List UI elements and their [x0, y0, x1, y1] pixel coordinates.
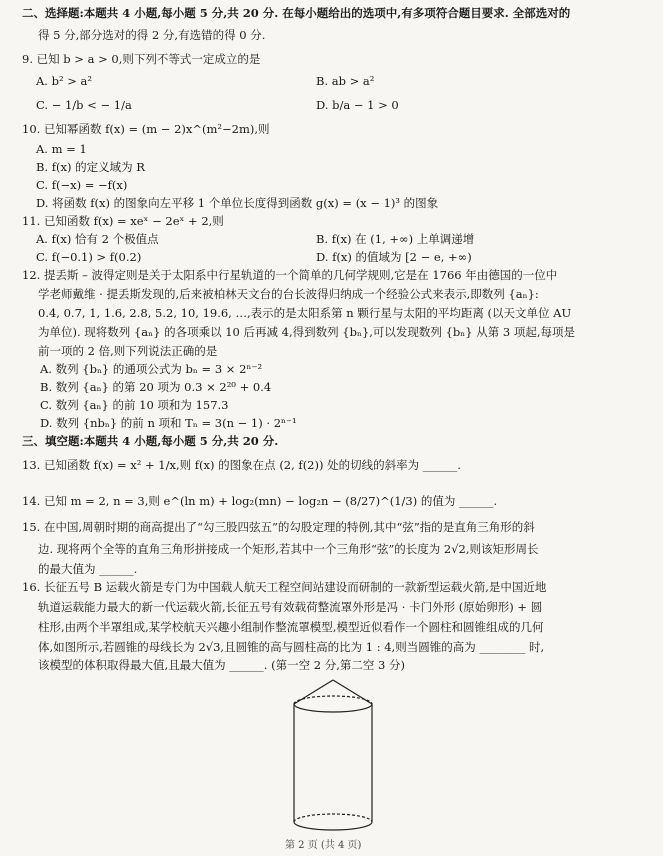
q12-line3: 0.4, 0.7, 1, 1.6, 2.8, 5.2, 10, 19.6, …,表示的是太阳系第 n 颗行星与太阳的平均距离 (以天文单位 AU [38, 306, 572, 320]
q9-option-a: A. b² > a² [36, 74, 93, 88]
q12-line5: 前一项的 2 倍,则下列说法正确的是 [38, 344, 218, 358]
q10-option-c: C. f(−x) = −f(x) [36, 178, 128, 192]
q9-option-b: B. ab > a² [316, 74, 375, 88]
q10-stem: 10. 已知幂函数 f(x) = (m − 2)x^(m²−2m),则 [22, 122, 270, 136]
q14-text: 14. 已知 m = 2, n = 3,则 e^(ln m) + log₂(mn) − log₂n − (8/27)^(1/3) 的值为 ______. [22, 494, 498, 508]
q11-option-b: B. f(x) 在 (1, +∞) 上单调递增 [316, 232, 475, 246]
q15-line3: 的最大值为 ______. [38, 562, 138, 576]
q16-line1: 16. 长征五号 B 运载火箭是专门为中国载人航天工程空间站建设而研制的一款新型运载火箭,是中国近地 [22, 580, 547, 594]
cone-cylinder-figure [288, 676, 378, 836]
q12-line1: 12. 提丢斯 – 波得定则是关于太阳系中行星轨道的一个简单的几何学规则,它是在 1766 年由德国的一位中 [22, 268, 558, 282]
q11-option-c: C. f(−0.1) > f(0.2) [36, 250, 142, 264]
q15-line1: 15. 在中国,周朝时期的商高提出了“勾三股四弦五”的勾股定理的特例,其中“弦”指的是直角三角形的斜 [22, 520, 535, 534]
q10-option-a: A. m = 1 [36, 142, 87, 156]
q9-option-c: C. − 1/b < − 1/a [36, 98, 132, 112]
section2-line1: 二、选择题:本题共 4 小题,每小题 5 分,共 20 分. 在每小题给出的选项中,有多项符合题目要求. 全部选对的 [22, 6, 571, 20]
q10-option-b: B. f(x) 的定义域为 R [36, 160, 145, 174]
section2-line2: 得 5 分,部分选对的得 2 分,有选错的得 0 分. [38, 28, 266, 42]
q11-option-a: A. f(x) 恰有 2 个极值点 [36, 232, 159, 246]
q12-option-d: D. 数列 {nbₙ} 的前 n 项和 Tₙ = 3(n − 1) · 2ⁿ⁻¹ [40, 416, 297, 430]
q9-stem: 9. 已知 b > a > 0,则下列不等式一定成立的是 [22, 52, 261, 66]
q16-line3: 柱形,由两个半罩组成,某学校航天兴趣小组制作整流罩模型,模型近似看作一个圆柱和圆锥组成的几何 [38, 620, 544, 634]
bottom-ellipse-back [294, 814, 372, 822]
cone-right-edge [333, 680, 372, 704]
q16-line4: 体,如图所示,若圆锥的母线长为 2√3,且圆锥的高与圆柱高的比为 1 : 4,则当圆锥的高为 ________ 时, [38, 640, 545, 654]
top-ellipse-front [294, 704, 372, 712]
section3-header: 三、填空题:本题共 4 小题,每小题 5 分,共 20 分. [22, 434, 279, 448]
q12-option-c: C. 数列 {aₙ} 的前 10 项和为 157.3 [40, 398, 229, 412]
q12-option-a: A. 数列 {bₙ} 的通项公式为 bₙ = 3 × 2ⁿ⁻² [40, 362, 263, 376]
q16-line5: 该模型的体积取得最大值,且最大值为 ______. (第一空 2 分,第二空 3 分) [38, 658, 406, 672]
q16-line2: 轨道运载能力最大的新一代运载火箭,长征五号有效载荷整流罩外形是冯 · 卡门外形 (原始卵形) + 圆 [38, 600, 543, 614]
q9-option-d: D. b/a − 1 > 0 [316, 98, 399, 112]
page-footer: 第 2 页 (共 4 页) [285, 840, 362, 851]
bottom-ellipse-front [294, 822, 372, 830]
q11-stem: 11. 已知函数 f(x) = xeˣ − 2eˣ + 2,则 [22, 214, 224, 228]
q13-text: 13. 已知函数 f(x) = x² + 1/x,则 f(x) 的图象在点 (2, f(2)) 处的切线的斜率为 ______. [22, 458, 461, 472]
q11-option-d: D. f(x) 的值域为 [2 − e, +∞) [316, 250, 472, 264]
q12-option-b: B. 数列 {aₙ} 的第 20 项为 0.3 × 2²⁰ + 0.4 [40, 380, 272, 394]
q15-line2: 边. 现将两个全等的直角三角形拼接成一个矩形,若其中一个三角形“弦”的长度为 2√2,则该矩形周长 [38, 542, 539, 556]
q12-line4: 为单位). 现将数列 {aₙ} 的各项乘以 10 后再减 4,得到数列 {bₙ},可以发现数列 {bₙ} 从第 3 项起,每项是 [38, 325, 575, 339]
q10-option-d: D. 将函数 f(x) 的图象向左平移 1 个单位长度得到函数 g(x) = (x − 1)³ 的图象 [36, 196, 439, 210]
q12-line2: 学老师戴维 · 提丢斯发现的,后来被柏林天文台的台长波得归纳成一个经验公式来表示,即数列 {aₙ}: [38, 287, 539, 301]
